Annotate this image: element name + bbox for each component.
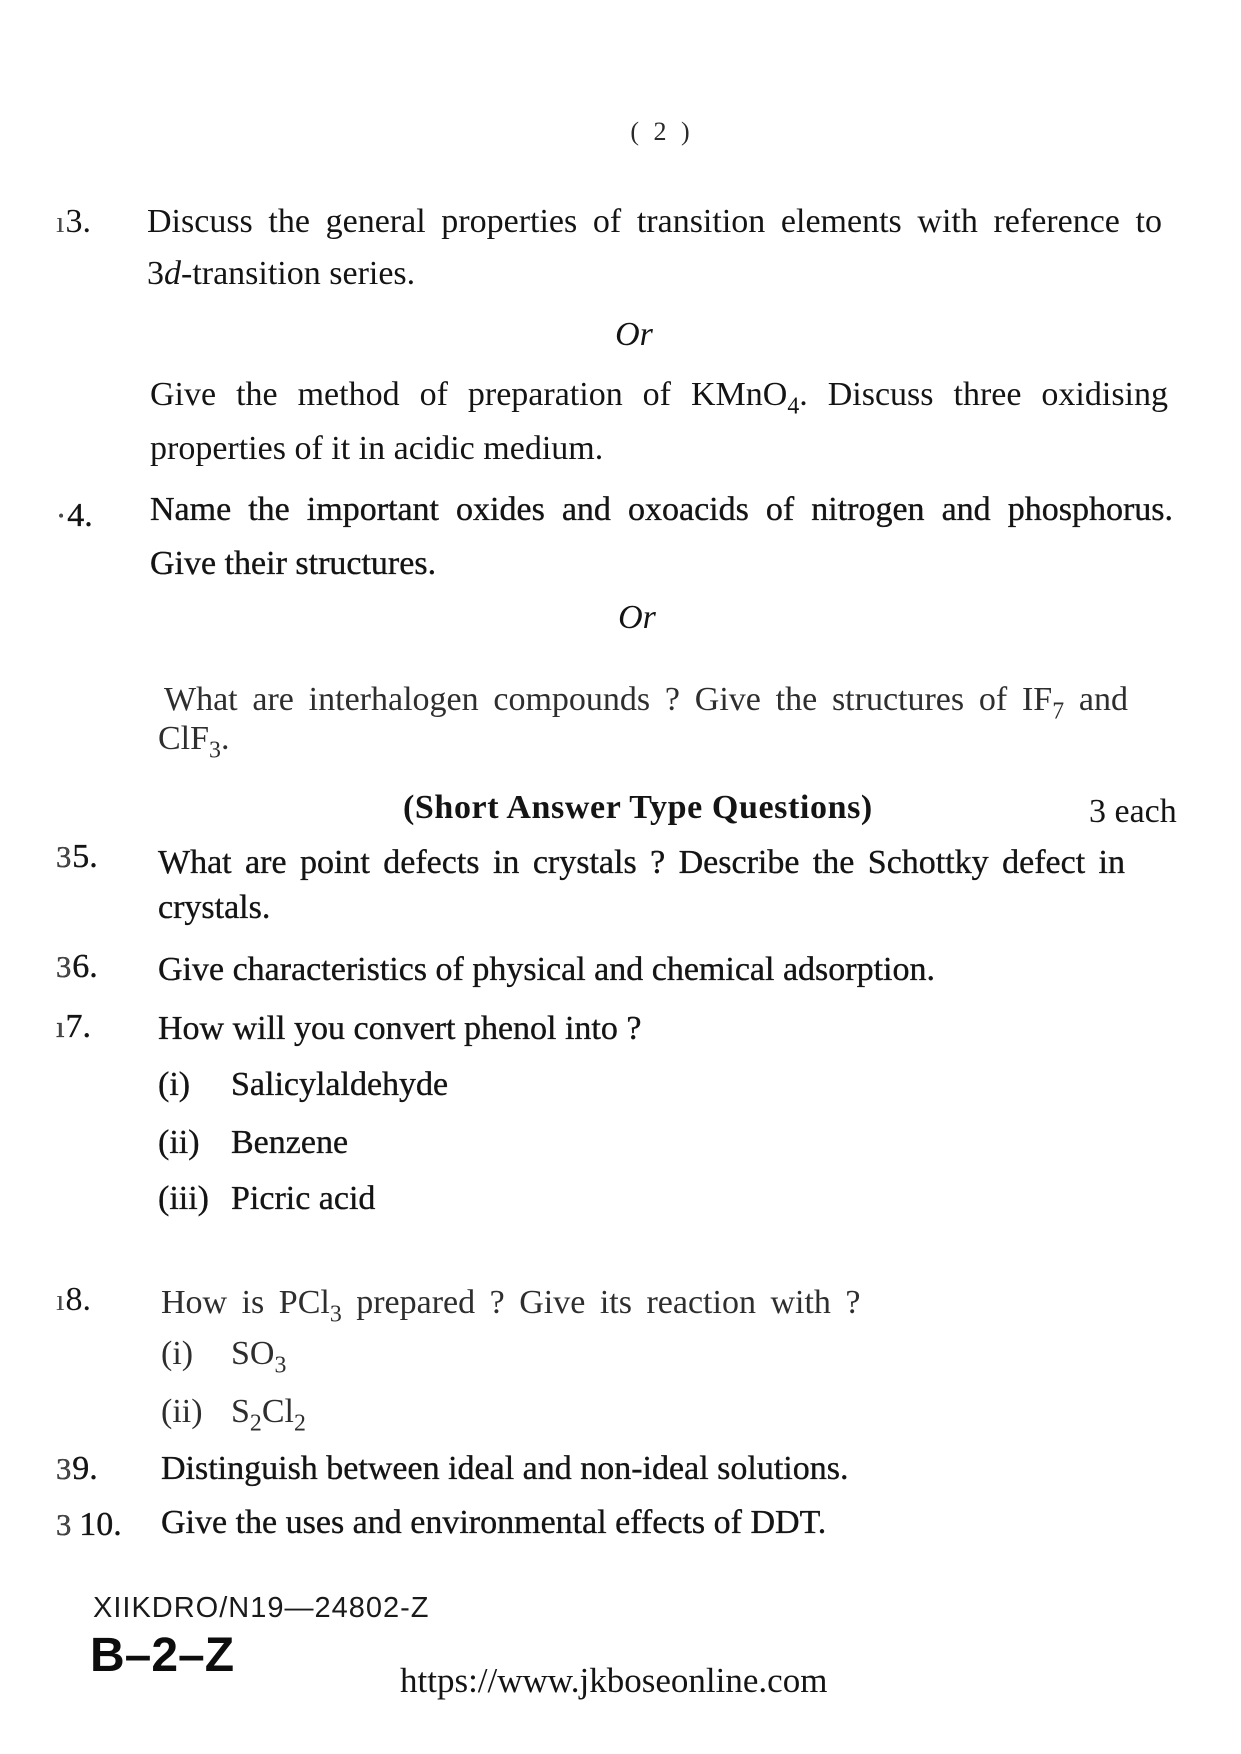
chemical-formula [231,1392,306,1437]
number-label: 8. [65,1281,91,1318]
text-segment: . [220,720,230,757]
number-label: 9. [72,1450,98,1487]
question-number [56,202,91,242]
margin-mark: 3 [56,1508,72,1542]
sub-part-label: (ii) [161,1393,203,1430]
margin-mark: 3 [56,1452,72,1486]
question-number [56,837,98,877]
or-separator: Or [618,599,656,636]
margin-mark: ı [56,1283,65,1317]
sub-part-label: (i) [161,1335,194,1372]
question-text-line: Name the important oxides and oxoacids of nitrogen and phosphorus. [150,491,1173,528]
section-heading: (Short Answer Type Questions) [403,789,873,826]
subscript: 3 [329,1301,342,1328]
text-segment: Give the method of preparation of KMnO [150,376,788,413]
or-separator: Or [615,316,653,353]
page-number: ( 2 ) [630,117,690,146]
question-text-line: Distinguish between ideal and non-ideal solutions. [161,1450,849,1487]
question-text-line: Give their structures. [150,545,437,582]
paper-code: XIIKDRO/N19—24802-Z [93,1592,430,1624]
text-segment: and [1064,681,1129,718]
sub-part-label: (iii) [158,1180,209,1217]
sub-part-label: (i) [158,1066,191,1103]
question-text-line [161,1283,861,1328]
sub-part-text: Salicylaldehyde [231,1066,449,1103]
formula-segment: S [231,1393,250,1430]
margin-mark: ı [56,205,65,239]
formula-segment: SO [231,1335,275,1372]
sub-part-text: Benzene [231,1124,349,1161]
paper-series: B–2–Z [90,1629,235,1682]
subscript: 3 [274,1352,287,1379]
alternative-text-line [150,375,1168,420]
text-segment: -transition series. [181,255,416,292]
question-number [56,947,98,987]
number-label: 5. [72,838,98,875]
question-number [56,1505,122,1545]
question-text-line: Give the uses and environmental effects of DDT. [161,1504,827,1541]
question-text-line: How will you convert phenol into ? [158,1010,642,1047]
number-label: 4. [67,497,93,534]
question-text-line: crystals. [158,889,271,926]
question-text-line [147,254,415,294]
number-label: 7. [65,1008,91,1045]
question-text-line: Give characteristics of physical and chemical adsorption. [158,951,935,988]
sub-part-label: (ii) [158,1124,200,1161]
question-text-line: Discuss the general properties of transition elements with reference to [147,203,1162,240]
number-label: 6. [72,948,98,985]
section-marks: 3 each [1089,793,1177,830]
sub-part-text: Picric acid [231,1180,376,1217]
text-segment: . Discuss three oxidising [799,376,1168,413]
text-segment: prepared ? Give its reaction with ? [341,1284,861,1321]
italic-segment: d [164,255,181,292]
question-text-line: What are point defects in crystals ? Describe the Schottky defect in [158,844,1125,881]
text-segment: How is PCl [161,1284,330,1321]
question-number [56,496,93,536]
text-segment: ClF [158,720,210,757]
subscript: 2 [249,1410,262,1437]
subscript: 4 [787,393,800,420]
alternative-text-line: properties of it in acidic medium. [150,430,604,467]
number-label: 3. [65,203,91,240]
subscript: 3 [209,737,221,764]
question-number [56,1280,91,1320]
source-url: https://www.jkboseonline.com [400,1661,828,1700]
margin-mark: · [56,499,67,533]
formula-segment: Cl [261,1393,294,1430]
alternative-text-line [158,719,230,764]
alternative-text-line [164,680,1129,725]
margin-mark: 3 [56,840,72,874]
question-number [56,1007,91,1047]
margin-mark: 3 [56,950,72,984]
margin-mark: ı [56,1010,65,1044]
text-segment: 3 [147,255,164,292]
question-number [56,1449,98,1489]
subscript: 7 [1052,698,1065,725]
number-label: 10. [79,1506,122,1543]
text-segment: What are interhalogen compounds ? Give the structures of IF [164,681,1053,718]
chemical-formula [231,1334,287,1379]
subscript: 2 [293,1410,306,1437]
